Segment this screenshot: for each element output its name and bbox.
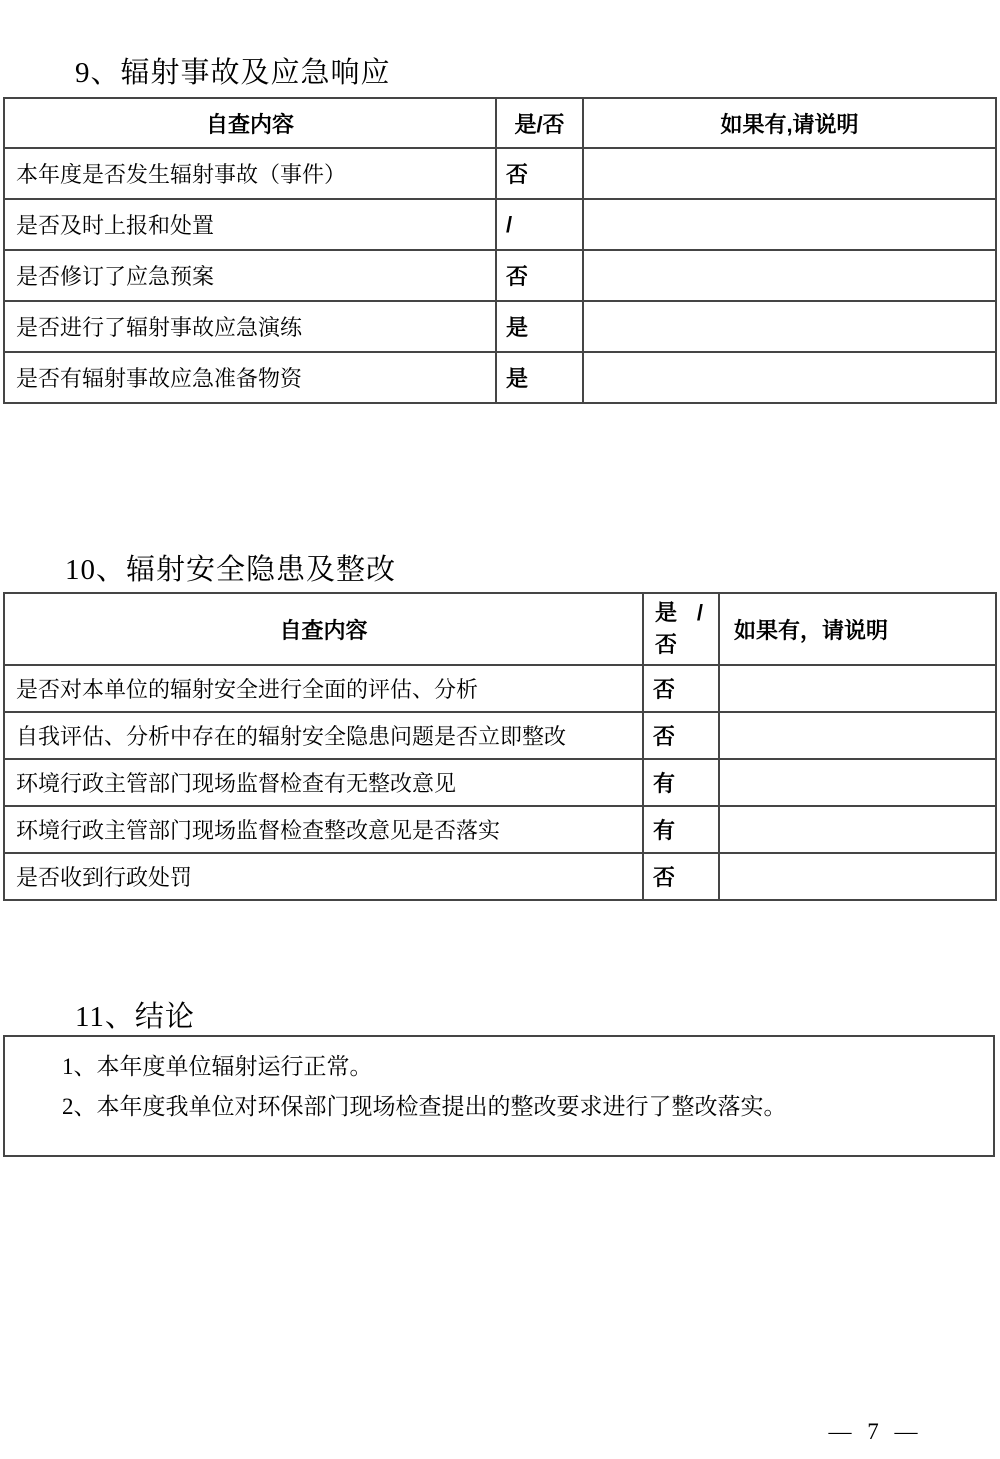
table-header-row xyxy=(4,593,996,665)
table-row xyxy=(4,712,996,759)
column-header-content: 自查内容 xyxy=(4,593,643,665)
table-row xyxy=(4,250,996,301)
table-row xyxy=(4,148,996,199)
column-header-content: 自查内容 xyxy=(4,98,496,148)
table-row xyxy=(4,199,996,250)
note-cell xyxy=(719,712,996,759)
note-cell xyxy=(583,352,996,403)
note-cell xyxy=(719,853,996,900)
table-row xyxy=(4,759,996,806)
self-check-content-cell: 是否进行了辐射事故应急演练 xyxy=(4,301,496,352)
section10-title: 10、辐射安全隐患及整改 xyxy=(65,554,397,586)
section9-title: 9、辐射事故及应急响应 xyxy=(75,57,391,89)
self-check-content-cell: 本年度是否发生辐射事故（事件） xyxy=(4,148,496,199)
page-number: — 7 — xyxy=(828,1419,918,1444)
table-row xyxy=(4,301,996,352)
answer-cell: 否 xyxy=(643,712,719,759)
conclusion-item: 1、本年度单位辐射运行正常。 xyxy=(62,1054,373,1079)
self-check-content-cell: 是否收到行政处罚 xyxy=(4,853,643,900)
answer-cell: / xyxy=(496,199,583,250)
note-cell xyxy=(719,665,996,712)
column-header-note: 如果有,请说明 xyxy=(583,98,996,148)
column-header-yesno xyxy=(643,593,719,665)
radiation-accident-table xyxy=(3,97,997,404)
conclusion-item: 2、本年度我单位对环保部门现场检查提出的整改要求进行了整改落实。 xyxy=(62,1094,787,1119)
self-check-content-cell: 是否对本单位的辐射安全进行全面的评估、分析 xyxy=(4,665,643,712)
table-row xyxy=(4,665,996,712)
table-row xyxy=(4,352,996,403)
note-cell xyxy=(583,301,996,352)
safety-hazard-table xyxy=(3,592,997,901)
column-header-yesno: 是/否 xyxy=(496,98,583,148)
table-row xyxy=(4,806,996,853)
answer-cell: 有 xyxy=(643,759,719,806)
answer-cell: 否 xyxy=(643,665,719,712)
answer-cell: 有 xyxy=(643,806,719,853)
note-cell xyxy=(583,250,996,301)
note-cell xyxy=(583,148,996,199)
note-cell xyxy=(719,806,996,853)
answer-cell: 是 xyxy=(496,352,583,403)
self-check-content-cell: 环境行政主管部门现场监督检查整改意见是否落实 xyxy=(4,806,643,853)
self-check-content-cell: 环境行政主管部门现场监督检查有无整改意见 xyxy=(4,759,643,806)
yesno-slash-label: / xyxy=(696,600,703,625)
self-check-content-cell: 是否修订了应急预案 xyxy=(4,250,496,301)
conclusion-box xyxy=(3,1035,995,1157)
self-check-content-cell: 是否及时上报和处置 xyxy=(4,199,496,250)
yesno-no-label: 否 xyxy=(655,632,678,657)
table-header-row xyxy=(4,98,996,148)
yesno-yes-label: 是 xyxy=(655,600,678,625)
note-cell xyxy=(719,759,996,806)
answer-cell: 是 xyxy=(496,301,583,352)
self-check-content-cell: 是否有辐射事故应急准备物资 xyxy=(4,352,496,403)
note-cell xyxy=(583,199,996,250)
answer-cell: 否 xyxy=(496,250,583,301)
section11-title: 11、结论 xyxy=(75,1001,195,1033)
column-header-note: 如果有，请说明 xyxy=(719,593,996,665)
self-check-content-cell: 自我评估、分析中存在的辐射安全隐患问题是否立即整改 xyxy=(4,712,643,759)
answer-cell: 否 xyxy=(496,148,583,199)
table-row xyxy=(4,853,996,900)
answer-cell: 否 xyxy=(643,853,719,900)
